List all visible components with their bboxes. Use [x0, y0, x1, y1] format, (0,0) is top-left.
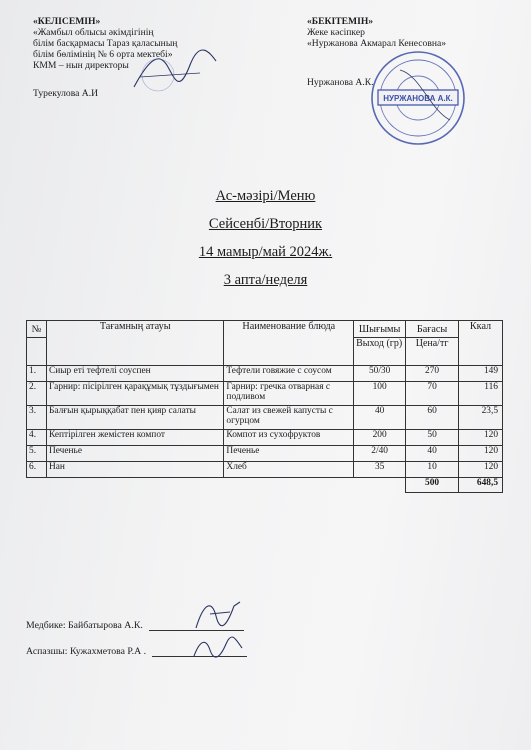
- row-kcal: 23,5: [459, 406, 503, 430]
- row-yield: 35: [354, 462, 406, 478]
- approval-line: «Нуржанова Акмарал Кенесовна»: [307, 38, 447, 49]
- row-kz-name: Нан: [46, 462, 223, 478]
- table-row: [27, 446, 503, 462]
- approval-line: «Жамбыл облысы әкімдігінің: [33, 27, 154, 38]
- row-price: 40: [406, 446, 459, 462]
- header-kcal: Ккал: [459, 321, 503, 366]
- row-price: 270: [406, 366, 459, 382]
- title-day: Сейсенбі/Вторник: [208, 216, 323, 232]
- row-ru-name: Тефтели говяжие с соусом: [224, 366, 354, 382]
- subheader-empty: [27, 338, 47, 366]
- cook-signature-icon: [190, 634, 246, 662]
- row-ru-name: Хлеб: [224, 462, 354, 478]
- row-kz-name: Кептірілген жемістен компот: [46, 430, 223, 446]
- row-kcal: 120: [459, 446, 503, 462]
- total-price: 500: [406, 478, 459, 493]
- row-no: 3.: [27, 406, 47, 430]
- subheader-yield: Выход (гр): [354, 338, 406, 366]
- row-kcal: 149: [459, 366, 503, 382]
- approval-line: Жеке кәсіпкер: [307, 27, 365, 38]
- row-yield: 50/30: [354, 366, 406, 382]
- approval-signer-left: Турекулова А.И: [33, 88, 99, 99]
- approval-line: КММ – нын директоры: [33, 60, 129, 71]
- table-row: [27, 430, 503, 446]
- table-row: [27, 382, 503, 406]
- header-price: Бағасы: [406, 321, 459, 338]
- director-signature-icon: [130, 47, 220, 97]
- subheader-price: Цена/тг: [406, 338, 459, 366]
- title-date: 14 мамыр/май 2024ж.: [198, 244, 333, 260]
- table-total-row: [27, 478, 503, 493]
- row-yield: 40: [354, 406, 406, 430]
- row-kcal: 116: [459, 382, 503, 406]
- row-kz-name: Гарнир: пісірілген қарақұмық тұздығымен: [46, 382, 223, 406]
- table-row: [27, 406, 503, 430]
- table-header-row: [27, 321, 503, 338]
- header-no: №: [27, 321, 47, 338]
- row-yield: 100: [354, 382, 406, 406]
- table-row: [27, 462, 503, 478]
- header-ru-name: Наименование блюда: [224, 321, 354, 366]
- row-price: 70: [406, 382, 459, 406]
- row-kz-name: Сиыр еті тефтелі соуспен: [46, 366, 223, 382]
- stamp-text: НУРЖАНОВА А.К.: [383, 94, 453, 103]
- menu-table: [26, 320, 503, 493]
- header-yield: Шығымы: [354, 321, 406, 338]
- row-ru-name: Печенье: [224, 446, 354, 462]
- table-row: [27, 366, 503, 382]
- row-no: 1.: [27, 366, 47, 382]
- approval-signer-right: Нуржанова А.К.: [307, 77, 374, 88]
- row-price: 50: [406, 430, 459, 446]
- row-kcal: 120: [459, 430, 503, 446]
- row-yield: 2/40: [354, 446, 406, 462]
- row-ru-name: Компот из сухофруктов: [224, 430, 354, 446]
- row-no: 4.: [27, 430, 47, 446]
- row-kcal: 120: [459, 462, 503, 478]
- row-kz-name: Печенье: [46, 446, 223, 462]
- menu-title: [0, 187, 531, 299]
- title-menu: Ас-мәзірі/Меню: [215, 188, 316, 204]
- nurse-label: Медбике: Байбатырова А.К.: [26, 620, 143, 631]
- title-week: 3 апта/неделя: [223, 272, 308, 288]
- header-kz-name: Тағамның атауы: [46, 321, 223, 366]
- row-price: 10: [406, 462, 459, 478]
- row-no: 6.: [27, 462, 47, 478]
- row-kz-name: Балғын қырыққабат пен қияр салаты: [46, 406, 223, 430]
- cook-label: Аспазшы: Кужахметова Р.А .: [26, 646, 147, 657]
- approval-line: білім басқармасы Тараз қаласының: [33, 38, 178, 49]
- row-no: 2.: [27, 382, 47, 406]
- row-yield: 200: [354, 430, 406, 446]
- row-price: 60: [406, 406, 459, 430]
- approval-header-left: «КЕЛІСЕМІН»: [33, 16, 101, 27]
- approval-line: білім бөлімінің № 6 орта мектебі»: [33, 49, 173, 60]
- total-kcal: 648,5: [459, 478, 503, 493]
- row-ru-name: Салат из свежей капусты с огурцом: [224, 406, 354, 430]
- stamp-icon: [370, 50, 466, 146]
- nurse-signature-icon: [190, 598, 250, 632]
- row-ru-name: Гарнир: гречка отварная с подливом: [224, 382, 354, 406]
- row-no: 5.: [27, 446, 47, 462]
- approval-header-right: «БЕКІТЕМІН»: [307, 16, 374, 27]
